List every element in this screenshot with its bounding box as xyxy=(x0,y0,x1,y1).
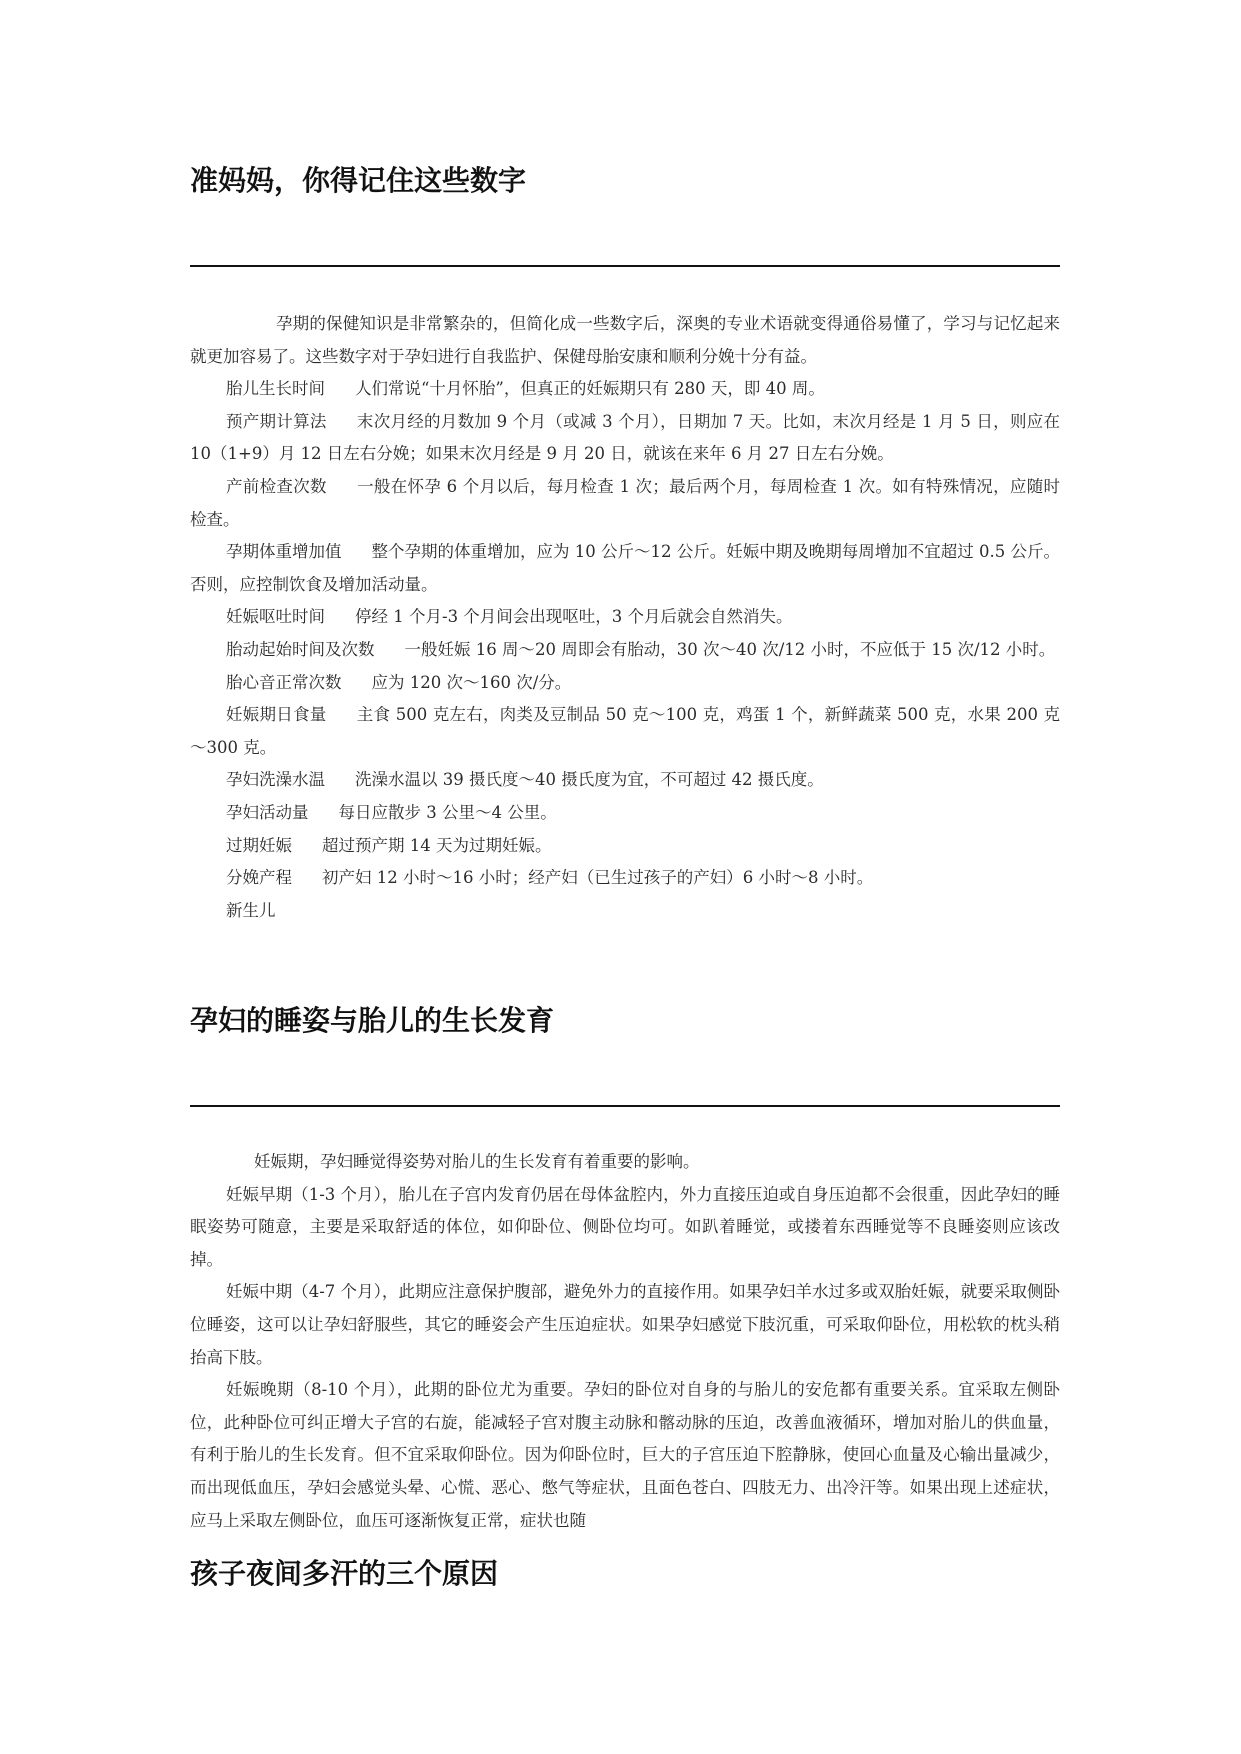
title-divider xyxy=(190,1105,1060,1107)
item-text: 每日应散步 3 公里～4 公里。 xyxy=(338,802,557,822)
item-label: 产前检查次数 xyxy=(226,476,327,496)
item-text: 洗澡水温以 39 摄氏度～40 摄氏度为宜，不可超过 42 摄氏度。 xyxy=(355,770,824,790)
list-item xyxy=(190,830,1060,863)
list-item xyxy=(190,895,1060,928)
item-label: 妊娠期日食量 xyxy=(226,705,327,725)
paragraph: 妊娠晚期（8-10 个月），此期的卧位尤为重要。孕妇的卧位对自身的与胎儿的安危都有重要关系。宜采取左侧卧位，此种卧位可纠正增大子宫的右旋，能减轻子宫对腹主动脉和髂动脉的压迫，改善血液循环，增加对胎儿的供血量，有利于胎儿的生长发育。但不宜采取仰卧位。因为仰卧位时，巨大的子宫压迫下腔静脉，使回心血量及心输出量减少，而出现低血压，孕妇会感觉头晕、心慌、恶心、憋气等症状，且面色苍白、四肢无力、出冷汗等。如果出现上述症状，应马上采取左侧卧位，血压可逐渐恢复正常，症状也随 xyxy=(190,1380,1060,1530)
list-item xyxy=(190,601,1060,634)
article-title-night-sweats: 孩子夜间多汗的三个原因 xyxy=(190,1557,499,1590)
item-text: 整个孕期的体重增加，应为 10 公斤～12 公斤。妊娠中期及晚期每周增加不宜超过 0.5 公斤。否则，应控制饮食及增加活动量。 xyxy=(190,542,1060,594)
item-text: 初产妇 12 小时～16 小时；经产妇（已生过孩子的产妇）6 小时～8 小时。 xyxy=(322,868,874,888)
list-item xyxy=(190,471,1060,536)
item-label: 胎心音正常次数 xyxy=(226,672,342,692)
item-label: 妊娠呕吐时间 xyxy=(226,607,325,627)
list-item xyxy=(190,536,1060,601)
item-label: 预产期计算法 xyxy=(226,411,327,431)
item-label: 孕期体重增加值 xyxy=(226,542,342,562)
item-label: 胎动起始时间及次数 xyxy=(226,639,375,659)
intro-paragraph: 孕期的保健知识是非常繁杂的，但简化成一些数字后，深奥的专业术语就变得通俗易懂了，学习与记忆起来就更加容易了。这些数字对于孕妇进行自我监护、保健母胎安康和顺利分娩十分有益。 xyxy=(190,314,1060,366)
list-item xyxy=(190,699,1060,764)
item-text: 应为 120 次～160 次/分。 xyxy=(371,672,572,692)
item-text: 人们常说“十月怀胎”，但真正的妊娠期只有 280 天，即 40 周。 xyxy=(355,379,825,399)
article-title-sleeping: 孕妇的睡姿与胎儿的生长发育 xyxy=(190,1004,555,1037)
list-item xyxy=(190,797,1060,830)
list-item xyxy=(190,406,1060,471)
item-label: 孕妇活动量 xyxy=(226,802,309,822)
item-label: 孕妇洗澡水温 xyxy=(226,770,325,790)
item-label: 胎儿生长时间 xyxy=(226,379,325,399)
intro-paragraph: 妊娠期，孕妇睡觉得姿势对胎儿的生长发育有着重要的影响。 xyxy=(254,1152,700,1171)
item-text: 停经 1 个月-3 个月间会出现呕吐，3 个月后就会自然消失。 xyxy=(355,607,793,627)
list-item xyxy=(190,667,1060,700)
list-item xyxy=(190,634,1060,667)
list-item xyxy=(190,373,1060,406)
item-text: 主食 500 克左右，肉类及豆制品 50 克～100 克，鸡蛋 1 个，新鲜蔬菜 500 克，水果 200 克～300 克。 xyxy=(190,705,1060,757)
title-divider xyxy=(190,265,1060,267)
paragraph: 妊娠中期（4-7 个月），此期应注意保护腹部，避免外力的直接作用。如果孕妇羊水过多或双胎妊娠，就要采取侧卧位睡姿，这可以让孕妇舒服些，其它的睡姿会产生压迫症状。如果孕妇感觉下肢沉重，可采取仰卧位，用松软的枕头稍抬高下肢。 xyxy=(190,1282,1060,1367)
list-item xyxy=(190,862,1060,895)
article-body-numbers xyxy=(190,308,1060,927)
item-text: 超过预产期 14 天为过期妊娠。 xyxy=(322,835,552,855)
item-label: 过期妊娠 xyxy=(226,835,292,855)
item-label: 新生儿 xyxy=(226,900,276,920)
item-label: 分娩产程 xyxy=(226,868,292,888)
article-body-sleeping xyxy=(190,1146,1060,1537)
list-item xyxy=(190,764,1060,797)
item-text: 一般妊娠 16 周～20 周即会有胎动，30 次～40 次/12 小时，不应低于 15 次/12 小时。 xyxy=(404,639,1056,659)
item-text: 一般在怀孕 6 个月以后，每月检查 1 次；最后两个月，每周检查 1 次。如有特殊情况，应随时检查。 xyxy=(190,476,1061,529)
paragraph: 妊娠早期（1-3 个月），胎儿在子宫内发育仍居在母体盆腔内，外力直接压迫或自身压迫都不会很重，因此孕妇的睡眠姿势可随意，主要是采取舒适的体位，如仰卧位、侧卧位均可。如趴着睡觉，或搂着东西睡觉等不良睡姿则应该改掉。 xyxy=(190,1184,1060,1269)
item-text: 末次月经的月数加 9 个月（或减 3 个月），日期加 7 天。比如，末次月经是 1 月 5 日，则应在 10（1+9）月 12 日左右分娩；如果末次月经是 9 月 20 日，就该在来年 6 月 27 日左右分娩。 xyxy=(190,411,1060,464)
article-title-numbers: 准妈妈，你得记住这些数字 xyxy=(190,164,527,197)
